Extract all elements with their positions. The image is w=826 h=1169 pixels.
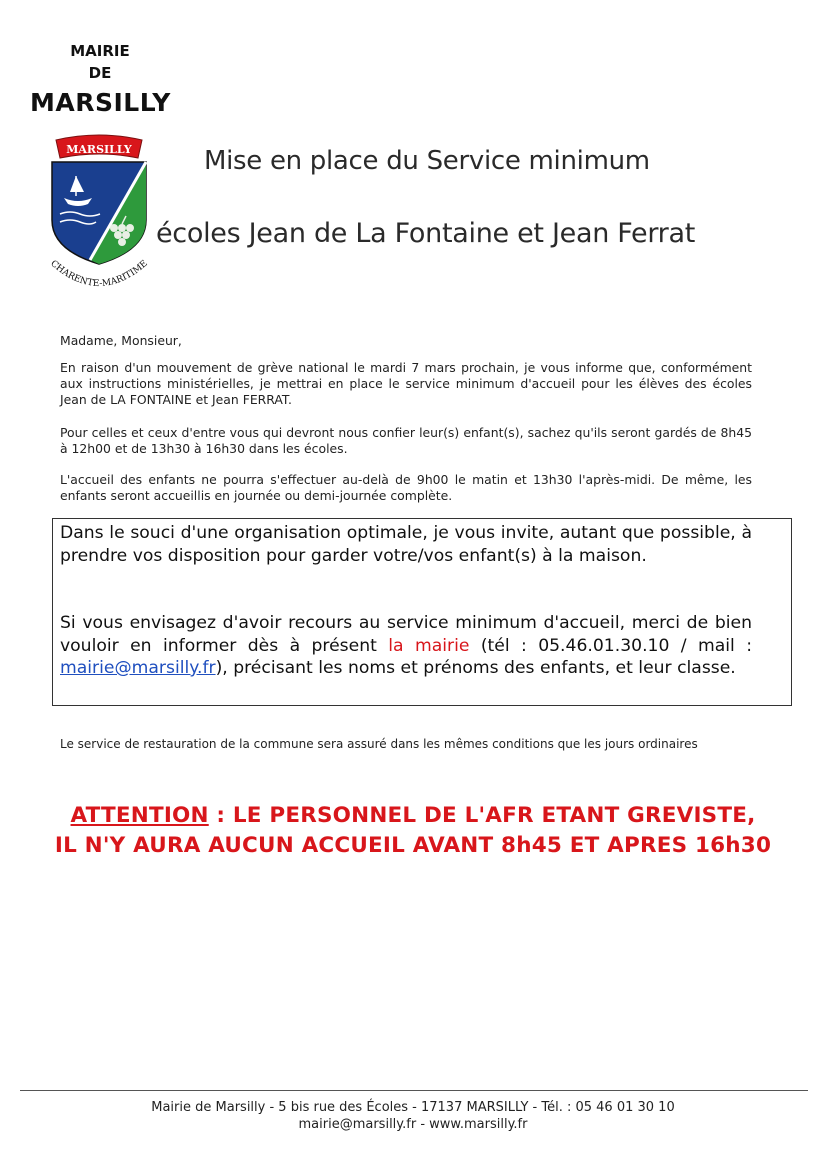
attention-line-1 bbox=[0, 803, 826, 828]
notice-text-start: Si vous envisagez d'avoir recours au service minimum d'accueil, merci de bien vouloir en informer dès à présent bbox=[60, 613, 752, 656]
footer-address: Mairie de Marsilly - 5 bis rue des Écoles - 17137 MARSILLY - Tél. : 05 46 01 30 10 bbox=[151, 1100, 675, 1115]
mairie-highlight: la mairie bbox=[388, 635, 470, 656]
town-name: MARSILLY bbox=[30, 88, 171, 117]
crest-motto-text: CHARENTE-MARITIME bbox=[48, 258, 150, 290]
page-subtitle: écoles Jean de La Fontaine et Jean Ferrat bbox=[156, 218, 696, 249]
attention-line-2: IL N'Y AURA AUCUN ACCUEIL AVANT 8h45 ET APRES 16h30 bbox=[54, 833, 772, 858]
notice-text-end: ), précisant les noms et prénoms des enfants, et leur classe. bbox=[215, 658, 736, 678]
notice-box-paragraph-1: Dans le souci d'une organisation optimale, je vous invite, autant que possible, à prendre vos disposition pour garder votre/vos enfant(s) à la maison. bbox=[60, 523, 752, 566]
paragraph-strike-notice: En raison d'un mouvement de grève national le mardi 7 mars prochain, je vous informe que, conformément aux instructions ministérielles, je mettrai en place le service minimum d'accueil pour les élèves des écoles Jean de LA FONTAINE et Jean FERRAT. bbox=[60, 360, 752, 407]
page-title: Mise en place du Service minimum bbox=[204, 146, 650, 176]
paragraph-arrival-limits: L'accueil des enfants ne pourra s'effectuer au-delà de 9h00 le matin et 13h30 l'après-midi. De même, les enfants seront accueillis en journée ou demi-journée complète. bbox=[60, 472, 752, 503]
paragraph-care-hours: Pour celles et ceux d'entre vous qui devront nous confier leur(s) enfant(s), sachez qu'ils seront gardés de 8h45 à 12h00 et de 13h30 à 16h30 dans les écoles. bbox=[60, 425, 752, 456]
notice-box-paragraph-2 bbox=[60, 612, 752, 680]
notice-text-contact: (tél : 05.46.01.30.10 / mail : bbox=[469, 635, 752, 656]
attention-line-1-text: : LE PERSONNEL DE L'AFR ETANT GREVISTE, bbox=[208, 803, 756, 828]
marsilly-crest-logo bbox=[40, 132, 158, 304]
crest-banner-text: MARSILLY bbox=[66, 143, 132, 156]
salutation: Madame, Monsieur, bbox=[60, 333, 182, 348]
footer-contact: mairie@marsilly.fr - www.marsilly.fr bbox=[298, 1117, 528, 1132]
mairie-de-label: DE bbox=[88, 64, 112, 82]
email-link[interactable]: mairie@marsilly.fr bbox=[60, 658, 216, 678]
restauration-note: Le service de restauration de la commune sera assuré dans les mêmes conditions que les jours ordinaires bbox=[60, 737, 698, 751]
attention-label: ATTENTION bbox=[70, 803, 209, 828]
mairie-label: MAIRIE bbox=[70, 42, 130, 60]
footer-divider bbox=[20, 1090, 808, 1091]
